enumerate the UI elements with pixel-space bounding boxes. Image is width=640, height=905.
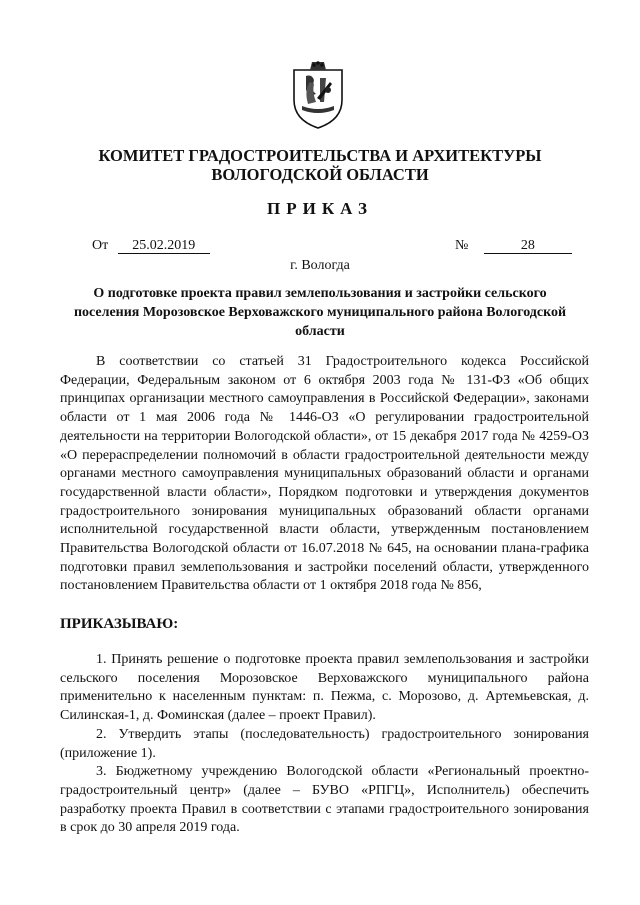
date-label: От bbox=[92, 238, 109, 253]
number-value: 28 bbox=[484, 238, 572, 254]
committee-name bbox=[60, 146, 580, 184]
city: г. Вологда bbox=[290, 258, 350, 273]
order-item-3: 3. Бюджетному учреждению Вологодской области «Региональный проектно-градостроительный центр» (далее – БУВО «РПГЦ», Исполнитель) обеспечить разработку проекта Правил в соответствии с этапами градостроительного зонирования в срок до 30 апреля 2019 года. bbox=[60, 764, 589, 836]
order-items bbox=[60, 651, 589, 838]
document-type: ПРИКАЗ bbox=[267, 199, 373, 218]
number-field bbox=[455, 238, 572, 254]
document-subject: О подготовке проекта правил землепользования и застройки сельского поселения Морозовское Верховажского муниципального района Вологодской области bbox=[73, 286, 567, 339]
order-heading: ПРИКАЗЫВАЮ: bbox=[60, 616, 179, 632]
coat-of-arms-icon bbox=[290, 60, 346, 130]
date-value: 25.02.2019 bbox=[118, 238, 210, 254]
order-item-2: 2. Утвердить этапы (последовательность) градостроительного зонирования (приложение 1). bbox=[60, 726, 589, 761]
number-label: № bbox=[455, 238, 469, 253]
committee-name-line1: КОМИТЕТ ГРАДОСТРОИТЕЛЬСТВА И АРХИТЕКТУРЫ bbox=[98, 146, 542, 165]
order-item-1: 1. Принять решение о подготовке проекта правил землепользования и застройки сельского поселения Морозовское Верховажского муниципального района применительно к населенным пунктам: п. Пежма, с. Морозово, д. Артемьевская, д. Силинская-1, д. Фоминская (далее – проект Правил). bbox=[60, 652, 589, 724]
preamble-paragraph: В соответствии со статьей 31 Градостроительного кодекса Российской Федерации, Федеральным законом от 6 октября 2003 года № 131-ФЗ «Об общих принципах организации местного самоуправления в Российской Федерации», законами области от 1 мая 2006 года № 1446-ОЗ «О регулировании градостроительной деятельности на территории Вологодской области», от 15 декабря 2017 года № 4259-ОЗ «О перераспределении полномочий в области градостроительной деятельности между органами местного самоуправления муниципальных образований области и органами государственной власти области», Порядком подготовки и утверждения документов градостроительного зонирования муниципальных образований области органами исполнительной государственной власти области, утвержденным постановлением Правительства Вологодской области от 16.07.2018 № 645, на основании плана-графика подготовки правил землепользования и застройки поселений области, утвержденного постановлением Правительства области от 1 октября 2018 года № 856, bbox=[60, 354, 589, 594]
date-field bbox=[92, 238, 210, 254]
preamble-block bbox=[60, 353, 589, 596]
committee-name-line2: ВОЛОГОДСКОЙ ОБЛАСТИ bbox=[211, 165, 429, 184]
